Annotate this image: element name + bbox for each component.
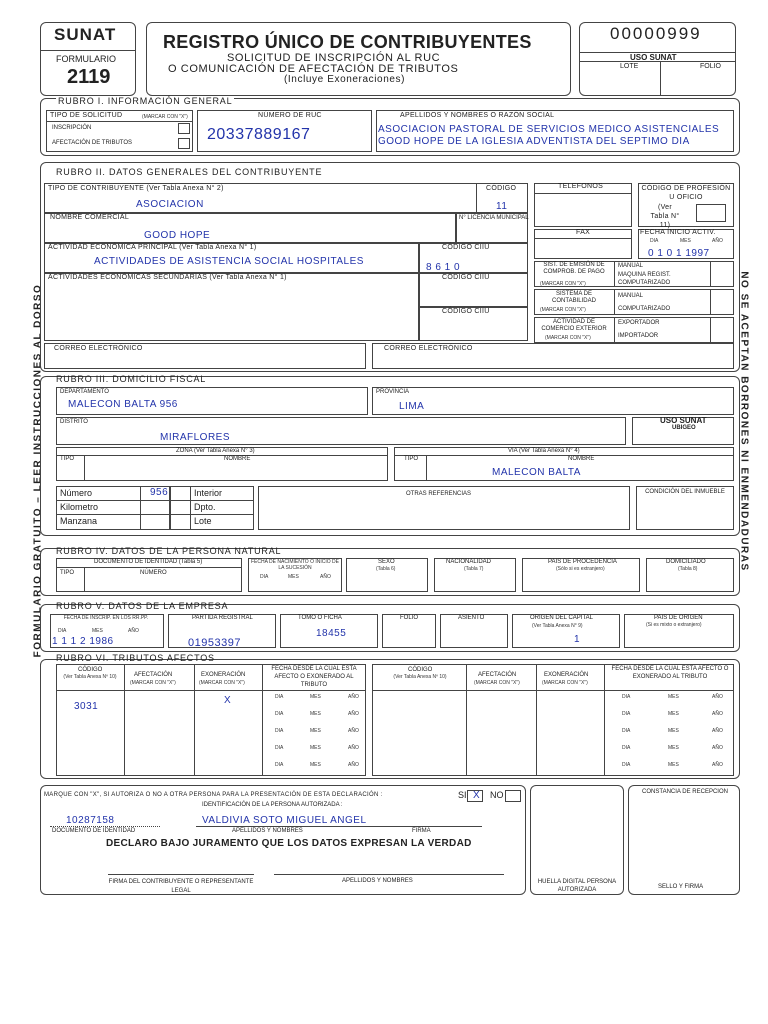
autoriza-no-checkbox[interactable] [505, 790, 521, 802]
departamento[interactable]: MALECON BALTA 956 [68, 399, 178, 410]
origen-capital[interactable]: 1 [574, 634, 581, 645]
rubro-1-title: RUBRO I. INFORMACIÓN GENERAL [58, 96, 233, 106]
sunat-logo: SUNAT [54, 25, 117, 44]
via-nombre[interactable]: MALECON BALTA [492, 467, 581, 478]
subtitle-1: SOLICITUD DE INSCRIPCIÓN AL RUC [227, 52, 441, 64]
rubro-2-title: RUBRO II. DATOS GENERALES DEL CONTRIBUYENTE [56, 167, 323, 177]
subtitle-3: (Incluye Exoneraciones) [284, 74, 406, 85]
tipo-codigo[interactable]: 11 [496, 201, 508, 212]
numero-domicilio[interactable]: 956 [150, 487, 169, 498]
afectacion-checkbox[interactable] [178, 138, 190, 149]
side-text-left: FORMULARIO GRATUITO – LEER INSTRUCCIONES AL DORSO [32, 283, 44, 658]
fecha-inscripcion[interactable]: 1 1 1 2 1986 [52, 636, 114, 647]
lote-label: LOTE [620, 63, 639, 70]
ruc-number[interactable]: 20337889167 [207, 126, 311, 143]
uso-sunat-label: USO SUNAT [630, 53, 677, 62]
side-text-right: NO SE ACEPTAN BORRONES NI ENMENDADURAS [738, 271, 750, 572]
tributo-codigo[interactable]: 3031 [74, 701, 99, 712]
razon-social-2[interactable]: GOOD HOPE DE LA IGLESIA ADVENTISTA DEL SEPTIMO DIA [378, 136, 690, 147]
autoriza-si-value[interactable]: X [473, 790, 481, 801]
autorizado-nombre[interactable]: VALDIVIA SOTO MIGUEL ANGEL [202, 815, 367, 826]
tipo-contribuyente[interactable]: ASOCIACION [136, 199, 204, 210]
rubro-5-title: RUBRO V. DATOS DE LA EMPRESA [56, 601, 229, 611]
tomo-ficha[interactable]: 18455 [316, 628, 347, 639]
form-label: FORMULARIO [56, 54, 117, 64]
fecha-inicio-actividad[interactable]: 0 1 0 1 1997 [648, 248, 710, 259]
rubro-6-title: RUBRO VI. TRIBUTOS AFECTOS [56, 653, 215, 663]
codigo-ciiu[interactable]: 8 6 1 0 [426, 262, 461, 273]
distrito[interactable]: MIRAFLORES [160, 432, 231, 443]
serial-number: 00000999 [610, 24, 702, 43]
tributo-exoneracion[interactable]: X [224, 695, 232, 706]
page-title: REGISTRO ÚNICO DE CONTRIBUYENTES [163, 32, 532, 52]
provincia[interactable]: LIMA [399, 401, 425, 412]
declaro-text: DECLARO BAJO JURAMENTO QUE LOS DATOS EXPRESAN LA VERDAD [106, 838, 472, 849]
autoriza-text: MARQUE CON "X", SI AUTORIZA O NO A OTRA PERSONA PARA LA PRESENTACIÓN DE ESTA DECLARACIÓN : [44, 792, 383, 798]
subtitle-2: O COMUNICACIÓN DE AFECTACIÓN DE TRIBUTOS [168, 63, 459, 75]
actividad-principal[interactable]: ACTIVIDADES DE ASISTENCIA SOCIAL HOSPITALES [94, 256, 364, 267]
nombre-comercial[interactable]: GOOD HOPE [144, 230, 211, 241]
folio-label: FOLIO [700, 63, 722, 70]
rubro-4-title: RUBRO IV. DATOS DE LA PERSONA NATURAL [56, 546, 282, 556]
partida-registral[interactable]: 01953397 [188, 637, 241, 649]
constancia-box [628, 785, 740, 895]
rubro-3-title: RUBRO III. DOMICILIO FISCAL [56, 374, 207, 384]
autorizado-documento[interactable]: 10287158 [66, 815, 115, 826]
razon-social-1[interactable]: ASOCIACION PASTORAL DE SERVICIOS MEDICO ASISTENCIALES [378, 124, 720, 135]
form-number: 2119 [67, 66, 111, 88]
inscripcion-checkbox[interactable] [178, 123, 190, 134]
